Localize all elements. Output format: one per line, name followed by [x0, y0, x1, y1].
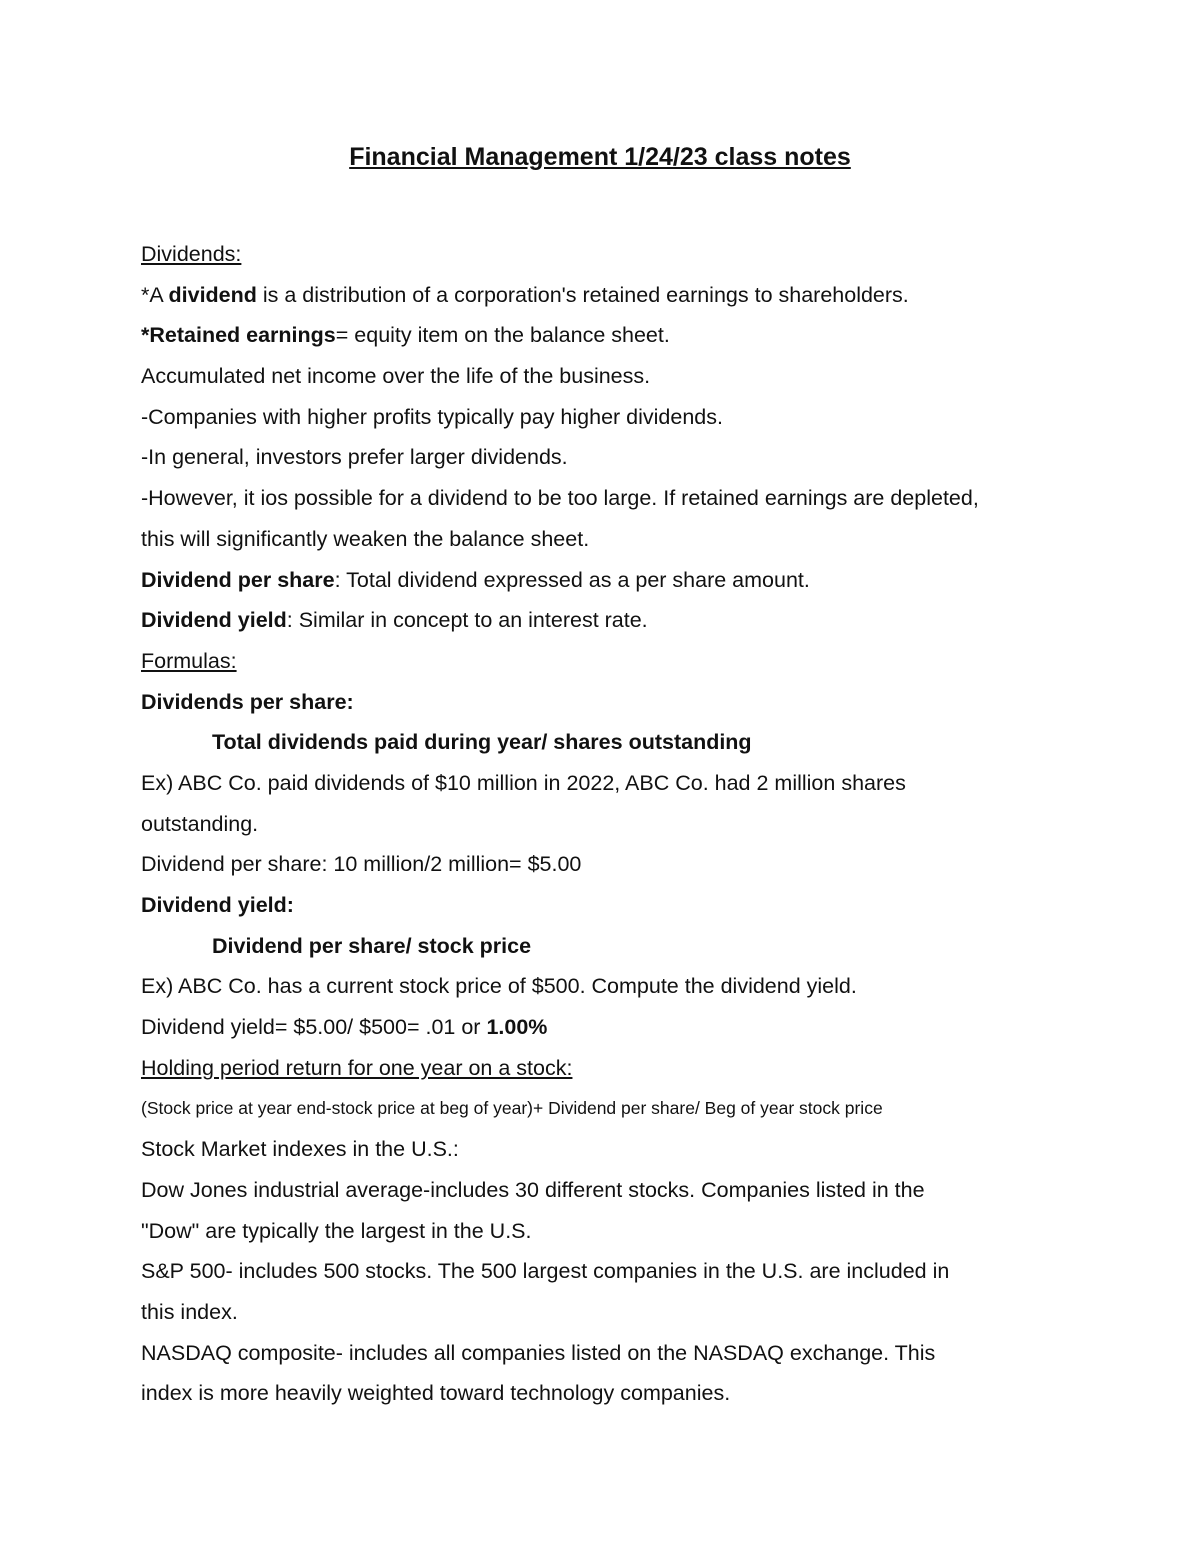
notes-body	[141, 234, 1081, 1414]
dps-formula-heading-text: Dividends per share:	[141, 689, 354, 714]
hpr-formula: (Stock price at year end-stock price at beg of year)+ Dividend per share/ Beg of year stock price	[141, 1098, 883, 1119]
dy-formula-heading	[141, 885, 1081, 926]
dividend-yield-definition	[141, 600, 1081, 641]
dividends-heading: Dividends:	[141, 242, 242, 266]
formulas-heading: Formulas:	[141, 648, 237, 673]
dps-formula-heading	[141, 682, 1081, 723]
dividend-term: dividend	[168, 282, 257, 307]
dow-note-line-1: Dow Jones industrial average-includes 30 different stocks. Companies listed in the	[141, 1177, 925, 1202]
too-large-note-line-2: this will significantly weaken the balance sheet.	[141, 526, 590, 551]
dividend-definition	[141, 275, 1081, 316]
dps-example-line-2: outstanding.	[141, 811, 259, 836]
dy-formula-heading-text: Dividend yield:	[141, 893, 294, 917]
dy-formula-text: Dividend per share/ stock price	[212, 933, 532, 958]
dividend-per-share-rest: : Total dividend expressed as a per share amount.	[334, 567, 810, 592]
retained-earnings-rest: = equity item on the balance sheet.	[335, 323, 670, 348]
dps-example-line-1: Ex) ABC Co. paid dividends of $10 million in 2022, ABC Co. had 2 million shares	[141, 770, 906, 795]
dps-example-calculation: Dividend per share: 10 million/2 million= $5.00	[141, 852, 582, 877]
dps-formula-text: Total dividends paid during year/ shares outstanding	[212, 730, 752, 755]
nasdaq-note-line-1: NASDAQ composite- includes all companies listed on the NASDAQ exchange. This	[141, 1340, 936, 1365]
dividend-per-share-term: Dividend per share	[141, 567, 335, 592]
dividend-yield-rest: : Similar in concept to an interest rate.	[286, 608, 648, 633]
dy-calculation	[141, 1007, 1081, 1048]
page-title: Financial Management 1/24/23 class notes	[349, 143, 851, 171]
nasdaq-note-line-2: index is more heavily weighted toward technology companies.	[141, 1381, 731, 1406]
dividend-def-rest: is a distribution of a corporation's retained earnings to shareholders.	[256, 282, 909, 307]
dividend-def-prefix: *A	[141, 282, 169, 307]
indexes-heading: Stock Market indexes in the U.S.:	[141, 1137, 459, 1162]
sp500-note-line-2: this index.	[141, 1299, 238, 1324]
dps-formula	[141, 722, 1081, 763]
retained-earnings-definition	[141, 315, 1081, 356]
dividend-per-share-definition	[141, 560, 1081, 601]
higher-profits-note: -Companies with higher profits typically pay higher dividends.	[141, 404, 723, 429]
sp500-note-line-1: S&P 500- includes 500 stocks. The 500 largest companies in the U.S. are included in	[141, 1259, 950, 1284]
hpr-heading: Holding period return for one year on a stock:	[141, 1055, 573, 1080]
dow-note-line-2: "Dow" are typically the largest in the U.S.	[141, 1218, 532, 1243]
too-large-note-line-1: -However, it ios possible for a dividend to be too large. If retained earnings are depleted,	[141, 486, 979, 511]
dy-example: Ex) ABC Co. has a current stock price of $500. Compute the dividend yield.	[141, 974, 857, 999]
dividend-yield-term: Dividend yield	[141, 608, 287, 633]
dy-formula	[141, 926, 1081, 967]
dy-calc-result: 1.00%	[486, 1015, 548, 1040]
dy-calc-prefix: Dividend yield= $5.00/ $500= .01 or	[141, 1015, 487, 1040]
retained-earnings-term: *Retained earnings	[141, 323, 336, 348]
investors-prefer-note: -In general, investors prefer larger dividends.	[141, 445, 568, 470]
accumulated-income-note: Accumulated net income over the life of the business.	[141, 364, 651, 389]
